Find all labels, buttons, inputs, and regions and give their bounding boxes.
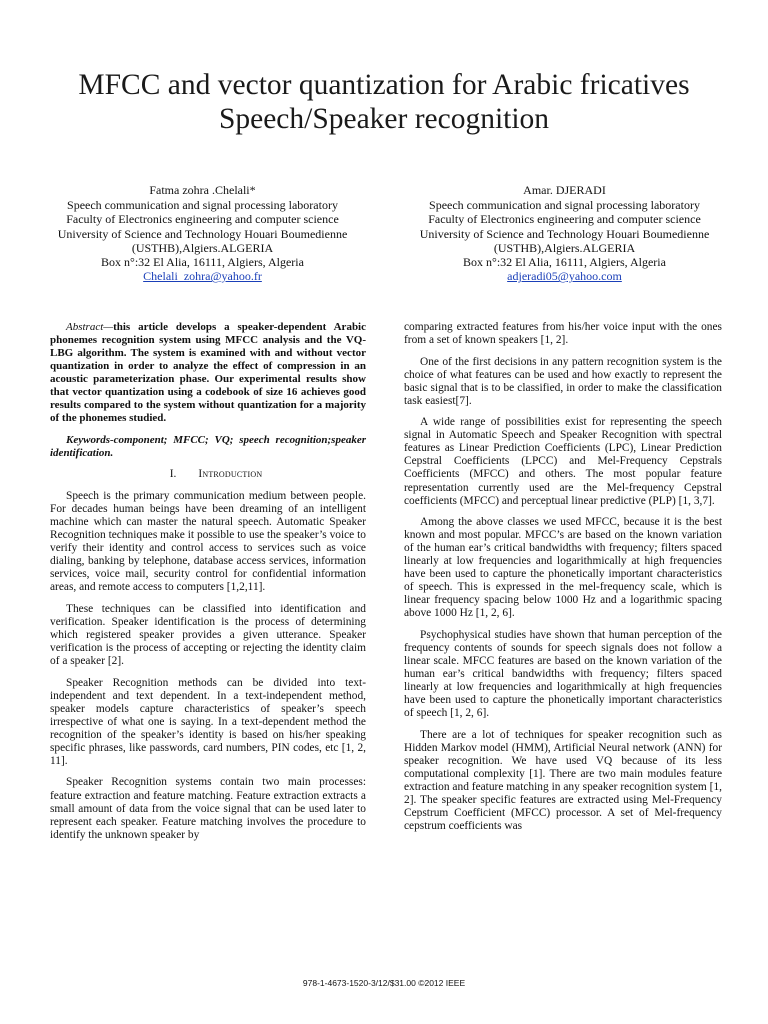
- author-name: Amar. DJERADI: [523, 183, 606, 197]
- author-block-2: [402, 183, 727, 283]
- abstract: [50, 321, 366, 425]
- abstract-lead: Abstract—: [66, 321, 114, 333]
- author-affiliation-line: Box n°:32 El Alia, 16111, Algiers, Algeria: [463, 255, 666, 270]
- keywords: Keywords-component; MFCC; VQ; speech recognition;speaker identification.: [50, 433, 366, 459]
- body-paragraph: Speech is the primary communication medium between people. For decades human beings have been dreaming of an intelligent machine which can master the natural speech. Automatic Speaker Recognition techniques make it possible to use the speaker’s voice to verify their identity and control access to services such as voice dialing, banking by telephone, database access services, information services, voice mail, security control for confidential information areas, and remote access to computers [1,2,11].: [50, 490, 366, 594]
- right-column: [404, 321, 722, 842]
- copyright-footer: 978-1-4673-1520-3/12/$31.00 ©2012 IEEE: [302, 978, 466, 988]
- body-paragraph: A wide range of possibilities exist for representing the speech signal in Automatic Speech and Speaker Recognition with spectral features as Linear Prediction Coefficients (LPC), Linear Prediction Cepstral Coefficients (LPCC) and Mel-Frequency Cepstrals Coefficients (MFCC) and others. The most popular feature representation currently used are the Mel-frequency Cepstral coefficients (MFCC) and perceptual linear predictive (PLP) [1, 3,7].: [404, 416, 722, 507]
- left-column: [50, 321, 366, 850]
- body-paragraph: There are a lot of techniques for speaker recognition such as Hidden Markov model (HMM), Artificial Neural network (ANN) for speaker recognition. We have used VQ because of its less computational complexity [1]. There are two main modules feature extraction and feature matching in any speaker recognition system [1, 2]. The speaker specific features are extracted using Mel-Frequency Cepstrum Coefficient (MFCC) processor. A set of Mel-frequency cepstrum coefficients was: [404, 728, 722, 833]
- body-paragraph: comparing extracted features from his/her voice input with the ones from a set of known speakers [1, 2].: [404, 321, 722, 347]
- author-affiliation-line: Faculty of Electronics engineering and computer science: [66, 212, 339, 227]
- author-block-1: [40, 183, 365, 283]
- body-paragraph: These techniques can be classified into identification and verification. Speaker identification is the process of determining which registered speaker provides a given utterance. Speaker verification is the process of accepting or rejecting the identity claim of a speaker [2].: [50, 602, 366, 668]
- title-line-2: Speech/Speaker recognition: [218, 103, 550, 135]
- author-affiliation-line: Speech communication and signal processing laboratory: [67, 198, 338, 213]
- author-affiliation-line: University of Science and Technology Houari Boumedienne: [419, 226, 710, 241]
- body-paragraph: Speaker Recognition methods can be divided into text-independent and text dependent. In a text-independent method, speaker models capture characteristics of speaker’s speech irrespective of what one is saying. In a text-dependent method the recognition of the speaker’s identity is based on his/her speaking specific phrases, like passwords, card numbers, PIN codes, etc [1, 2, 11].: [50, 676, 366, 767]
- paper-title: [40, 68, 728, 136]
- author-email-link[interactable]: Chelali_zohra@yahoo.fr: [143, 269, 262, 284]
- body-paragraph: Among the above classes we used MFCC, because it is the best known and most popular. MFCC’s are based on the known variation of the human ear’s critical bandwidths with frequency; filters spaced linearly at low frequencies and logarithmically at high frequencies have been used to capture the phonetically important characteristics of speech. This is expressed in the mel-frequency scale, which is linear frequency spacing below 1000 Hz and a logarithmic spacing above 1000 Hz [1, 2, 6].: [404, 516, 722, 620]
- author-affiliation-line: Speech communication and signal processing laboratory: [429, 198, 700, 213]
- body-paragraph: One of the first decisions in any pattern recognition system is the choice of what features can be used and how exactly to represent the basic signal that is to be classified, in order to make the classification task easiest[7].: [404, 355, 722, 407]
- author-affiliation-line: Faculty of Electronics engineering and computer science: [428, 212, 701, 227]
- author-affiliation-line: University of Science and Technology Houari Boumedienne: [57, 226, 348, 241]
- title-line-1: MFCC and vector quantization for Arabic fricatives: [78, 69, 690, 101]
- body-paragraph: Psychophysical studies have shown that human perception of the frequency contents of sounds for speech signals does not follow a linear scale. MFCC features are based on the known variation of the human ear’s critical bandwidths with frequency; filters spaced linearly at low frequencies and logarithmically at high frequencies have been used to capture the phonetically important characteristics of speech [1, 2, 6].: [404, 628, 722, 720]
- author-affiliation-line: Box n°:32 El Alia, 16111, Algiers, Algeria: [101, 255, 304, 270]
- author-affiliation-line: (USTHB),Algiers.ALGERIA: [493, 240, 636, 255]
- author-name: Fatma zohra .Chelali*: [149, 183, 256, 197]
- author-affiliation-line: (USTHB),Algiers.ALGERIA: [131, 240, 274, 255]
- section-number: I.: [169, 468, 177, 481]
- section-title: Introduction: [198, 468, 263, 481]
- abstract-body: this article develops a speaker-dependent Arabic phonemes recognition system using MFCC analysis and the VQ-LBG algorithm. The system is examined with and without vector quantization in order to analyze the effect of compression in an acoustic parameterization phase. Our experimental results show that vector quantization using a codebook of size 16 achieves good results compared to the system without quantization for a majority of the phonemes studied.: [50, 321, 366, 425]
- body-paragraph: Speaker Recognition systems contain two main processes: feature extraction and feature matching. Feature extraction extracts a small amount of data from the voice signal that can be used later to represent each speaker. Feature matching involves the procedure to identify the unknown speaker by: [50, 776, 366, 841]
- section-heading: [50, 468, 366, 481]
- author-email-link[interactable]: adjeradi05@yahoo.com: [507, 269, 622, 284]
